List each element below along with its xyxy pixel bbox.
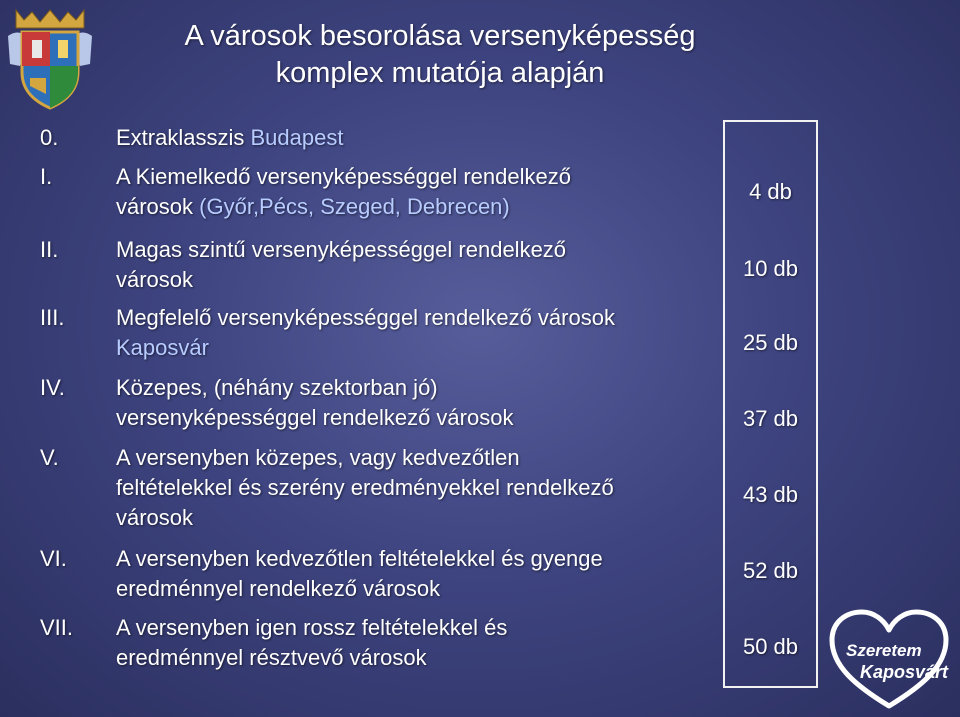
category-line bbox=[116, 473, 726, 503]
count-value: 37 db bbox=[742, 406, 799, 431]
count-value: 10 db bbox=[742, 256, 799, 281]
category-line bbox=[116, 303, 726, 333]
line-text: A versenyben igen rossz feltételekkel és bbox=[116, 615, 508, 640]
line-text: városok bbox=[116, 194, 200, 219]
category-line bbox=[116, 613, 726, 643]
line-text: Magas szintű versenyképességgel rendelkező bbox=[116, 237, 567, 262]
category-number: III. bbox=[40, 305, 65, 330]
category-description bbox=[116, 443, 726, 533]
category-line bbox=[116, 123, 726, 153]
slide-title bbox=[120, 18, 760, 92]
line-text: Közepes, (néhány szektorban jó) bbox=[116, 375, 438, 400]
heart-logo-icon bbox=[826, 606, 952, 712]
line-text: Megfelelő versenyképességgel rendelkező városok bbox=[116, 305, 615, 330]
city-name: Budapest bbox=[250, 125, 344, 150]
category-description bbox=[116, 235, 726, 295]
category-line bbox=[116, 162, 726, 192]
count-value: 52 db bbox=[742, 558, 799, 583]
category-number: IV. bbox=[40, 375, 65, 400]
line-text: városok bbox=[116, 505, 194, 530]
line-text: eredménnyel résztvevő városok bbox=[116, 645, 427, 670]
category-description bbox=[116, 544, 726, 604]
category-number: VII. bbox=[40, 615, 74, 640]
category-line bbox=[116, 544, 726, 574]
title-line-2: komplex mutatója alapján bbox=[275, 57, 605, 89]
category-line bbox=[116, 265, 726, 295]
category-line bbox=[116, 333, 726, 363]
category-line bbox=[116, 235, 726, 265]
line-text: A versenyben kedvezőtlen feltételekkel és gyenge bbox=[116, 546, 603, 571]
category-number: VI. bbox=[40, 546, 67, 571]
category-description bbox=[116, 123, 726, 153]
line-text: városok bbox=[116, 267, 194, 292]
category-line bbox=[116, 373, 726, 403]
city-names: (Győr,Pécs, Szeged, Debrecen) bbox=[199, 194, 510, 219]
line-text: versenyképességgel rendelkező városok bbox=[116, 405, 514, 430]
category-number: V. bbox=[40, 445, 59, 470]
coat-of-arms-icon bbox=[6, 6, 94, 110]
line-text: A Kiemelkedő versenyképességgel rendelkező bbox=[116, 164, 571, 189]
count-value: 50 db bbox=[742, 634, 799, 659]
line-text: A versenyben közepes, vagy kedvezőtlen bbox=[116, 445, 520, 470]
category-line bbox=[116, 403, 726, 433]
category-line bbox=[116, 643, 726, 673]
line-text: Extraklasszis bbox=[116, 125, 251, 150]
city-name: Kaposvár bbox=[116, 335, 209, 360]
svg-text:Szeretem: Szeretem bbox=[846, 641, 922, 660]
category-line bbox=[116, 192, 726, 222]
category-description bbox=[116, 613, 726, 673]
category-number: II. bbox=[40, 237, 59, 262]
category-line bbox=[116, 443, 726, 473]
category-line bbox=[116, 503, 726, 533]
svg-text:Kaposvárt: Kaposvárt bbox=[860, 662, 949, 682]
count-value: 4 db bbox=[749, 179, 792, 204]
count-value: 43 db bbox=[742, 482, 799, 507]
category-line bbox=[116, 574, 726, 604]
line-text: eredménnyel rendelkező városok bbox=[116, 576, 441, 601]
category-number: I. bbox=[40, 164, 53, 189]
line-text: feltételekkel és szerény eredményekkel rendelkező bbox=[116, 475, 614, 500]
category-description bbox=[116, 373, 726, 433]
count-value: 25 db bbox=[742, 330, 799, 355]
category-description bbox=[116, 162, 726, 222]
category-description bbox=[116, 303, 726, 363]
category-number: 0. bbox=[40, 125, 59, 150]
title-line-1: A városok besorolása versenyképesség bbox=[184, 20, 696, 52]
